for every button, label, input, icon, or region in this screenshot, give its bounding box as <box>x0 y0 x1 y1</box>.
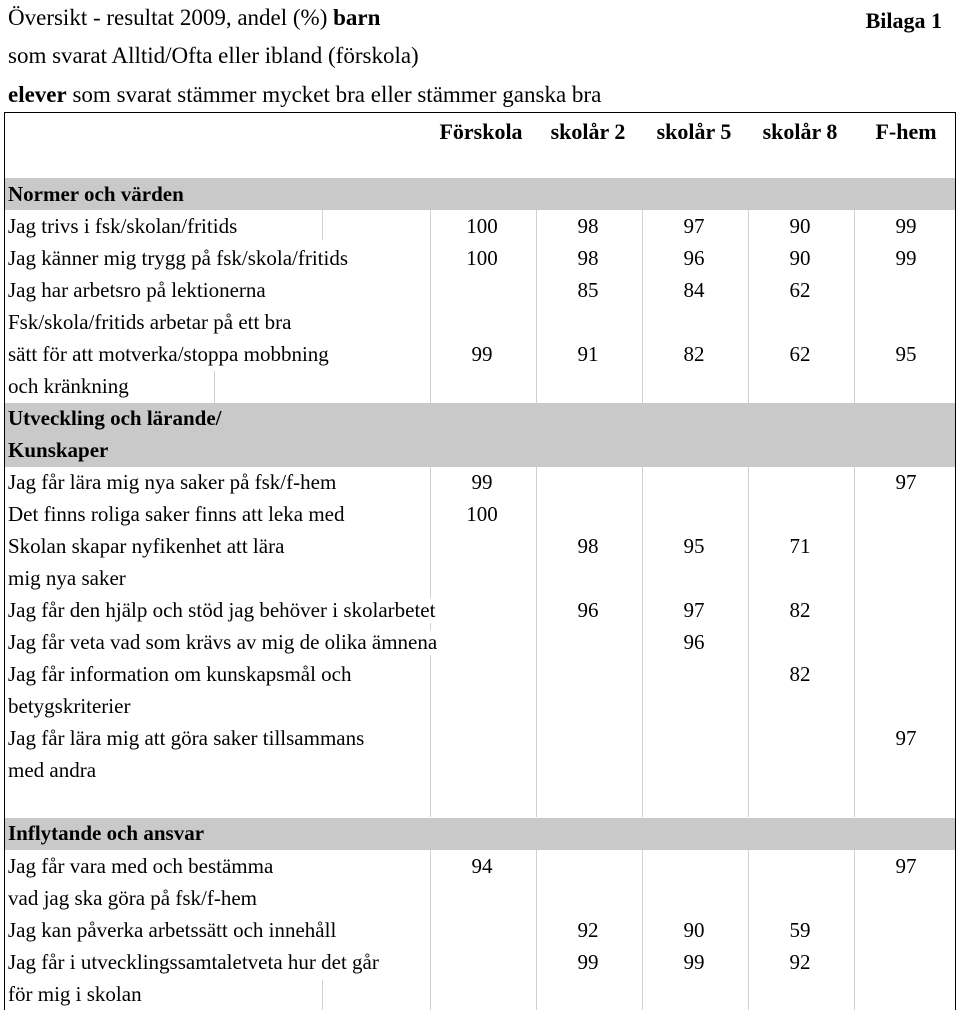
row-label: och kränkning <box>8 374 129 398</box>
grid-line <box>430 210 431 403</box>
col-header-skolar-8: skolår 8 <box>762 119 838 144</box>
cell-skolar-5: 96 <box>683 246 705 270</box>
row-label: betygskriterier <box>8 694 131 718</box>
grid-line <box>536 210 537 403</box>
cell-skolar-5: 97 <box>683 214 705 238</box>
grid-line <box>642 850 643 1010</box>
row-label: Jag får lära mig att göra saker tillsammans <box>8 726 365 750</box>
row-label: vad jag ska göra på fsk/f-hem <box>8 886 257 910</box>
cell-f-hem: 99 <box>895 246 917 270</box>
cell-forskola: 99 <box>471 342 493 366</box>
cell-skolar-8: 90 <box>789 214 811 238</box>
cell-forskola: 94 <box>471 854 493 878</box>
cell-skolar-2: 91 <box>577 342 599 366</box>
row-label: Jag kan påverka arbetssätt och innehåll <box>8 918 337 942</box>
title-line-3 <box>8 81 601 109</box>
grid-line <box>748 467 749 817</box>
row-label: Jag får lära mig nya saker på fsk/f-hem <box>8 470 337 494</box>
cell-f-hem: 97 <box>895 470 917 494</box>
cell-forskola: 99 <box>471 470 493 494</box>
cell-skolar-5: 99 <box>683 950 705 974</box>
row-label: Skolan skapar nyfikenhet att lära <box>8 534 285 558</box>
cell-f-hem: 97 <box>895 726 917 750</box>
row-label: Jag får vara med och bestämma <box>8 854 274 878</box>
cell-skolar-8: 71 <box>789 534 811 558</box>
row-label: Det finns roliga saker finns att leka med <box>8 502 345 526</box>
cell-skolar-5: 95 <box>683 534 705 558</box>
title-rest: som svarat stämmer mycket bra eller stämmer ganska bra <box>66 82 602 107</box>
cell-skolar-8: 62 <box>789 342 811 366</box>
cell-skolar-8: 82 <box>789 598 811 622</box>
grid-line <box>430 850 431 1010</box>
cell-skolar-8: 82 <box>789 662 811 686</box>
cell-skolar-2: 98 <box>577 246 599 270</box>
row-label: Jag får veta vad som krävs av mig de olika ämnena <box>8 630 438 654</box>
cell-f-hem: 97 <box>895 854 917 878</box>
cell-skolar-5: 90 <box>683 918 705 942</box>
row-label: Jag känner mig trygg på fsk/skola/fritids <box>8 246 349 270</box>
row-label: Jag får den hjälp och stöd jag behöver i skolarbetet <box>8 598 436 622</box>
grid-line <box>748 210 749 403</box>
cell-skolar-8: 92 <box>789 950 811 974</box>
cell-skolar-2: 92 <box>577 918 599 942</box>
row-label: sätt för att motverka/stoppa mobbning <box>8 342 329 366</box>
cell-skolar-2: 99 <box>577 950 599 974</box>
cell-skolar-2: 98 <box>577 534 599 558</box>
cell-f-hem: 99 <box>895 214 917 238</box>
title-bold-pupils: elever <box>8 82 67 107</box>
grid-line <box>642 467 643 817</box>
row-label: Jag trivs i fsk/skolan/fritids <box>8 214 238 238</box>
grid-line <box>854 467 855 817</box>
col-header-forskola: Förskola <box>439 119 523 144</box>
grid-line <box>536 467 537 817</box>
title-bold-children: barn <box>333 5 381 30</box>
grid-line <box>536 850 537 1010</box>
grid-line <box>322 980 323 1010</box>
grid-line <box>854 210 855 403</box>
row-label: mig nya saker <box>8 566 126 590</box>
cell-skolar-8: 90 <box>789 246 811 270</box>
cell-skolar-2: 96 <box>577 598 599 622</box>
row-label: Fsk/skola/fritids arbetar på ett bra <box>8 310 292 334</box>
cell-skolar-2: 85 <box>577 278 599 302</box>
cell-skolar-2: 98 <box>577 214 599 238</box>
cell-forskola: 100 <box>466 502 498 526</box>
row-label: Jag har arbetsro på lektionerna <box>8 278 266 302</box>
row-label: för mig i skolan <box>8 982 142 1006</box>
cell-skolar-5: 84 <box>683 278 705 302</box>
row-label: Jag får i utvecklingssamtaletveta hur det går <box>8 950 379 974</box>
section-title-development-2: Kunskaper <box>8 438 109 462</box>
cell-f-hem: 95 <box>895 342 917 366</box>
row-label: med andra <box>8 758 97 782</box>
title-line-1 <box>8 4 380 32</box>
title-prefix: Översikt - resultat 2009, andel (%) <box>8 5 334 30</box>
row-label: Jag får information om kunskapsmål och <box>8 662 352 686</box>
section-title-development-1: Utveckling och lärande/ <box>8 406 222 430</box>
cell-skolar-5: 97 <box>683 598 705 622</box>
section-title-influence: Inflytande och ansvar <box>8 821 205 845</box>
title-line-2: som svarat Alltid/Ofta eller ibland (förskola) <box>8 43 419 68</box>
cell-skolar-8: 59 <box>789 918 811 942</box>
cell-forskola: 100 <box>466 246 498 270</box>
grid-line <box>642 210 643 403</box>
cell-skolar-5: 82 <box>683 342 705 366</box>
section-title-norms: Normer och värden <box>8 182 184 206</box>
cell-forskola: 100 <box>466 214 498 238</box>
grid-line <box>748 850 749 1010</box>
cell-skolar-5: 96 <box>683 630 705 654</box>
appendix-label: Bilaga 1 <box>865 8 942 33</box>
cell-skolar-8: 62 <box>789 278 811 302</box>
col-header-skolar-2: skolår 2 <box>550 119 626 144</box>
grid-line <box>214 371 215 403</box>
col-header-skolar-5: skolår 5 <box>656 119 732 144</box>
grid-line <box>854 850 855 1010</box>
col-header-f-hem: F-hem <box>875 119 937 144</box>
grid-line <box>322 210 323 240</box>
